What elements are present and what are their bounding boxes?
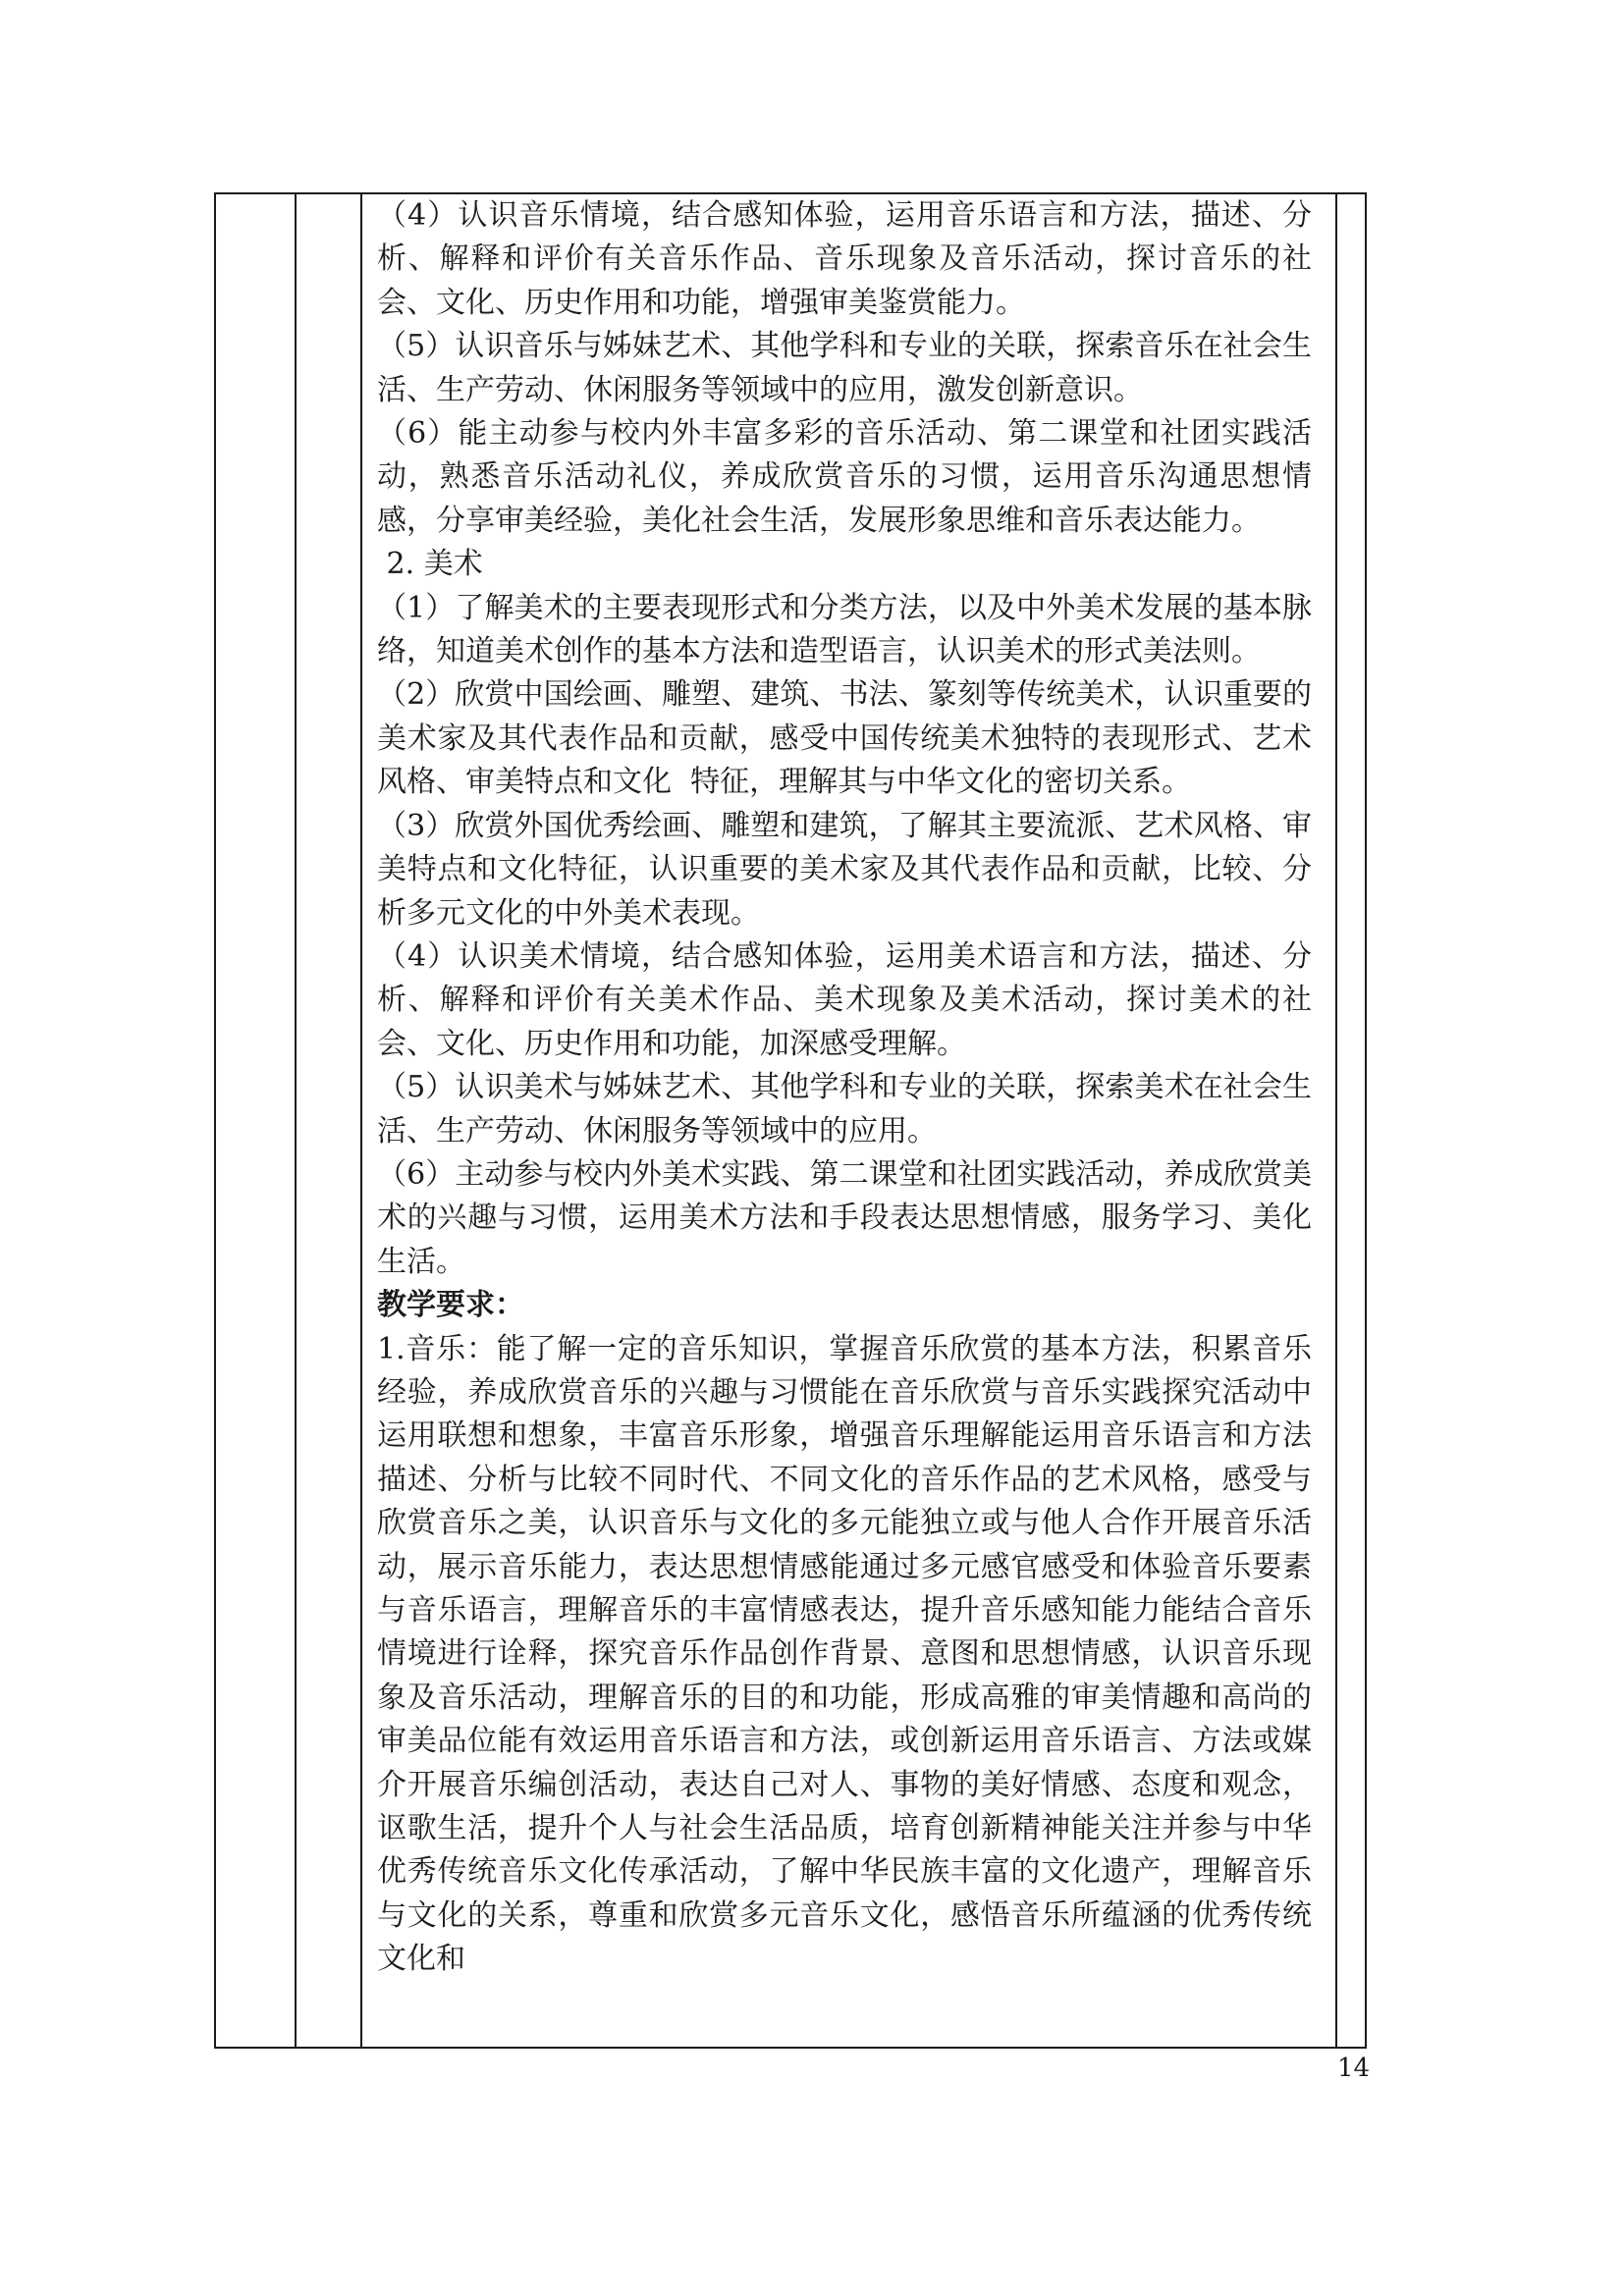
table-content-cell [377, 194, 1312, 1982]
paragraph-teaching-music: 1.音乐：能了解一定的音乐知识，掌握音乐欣赏的基本方法，积累音乐经验，养成欣赏音乐的兴趣与习惯能在音乐欣赏与音乐实践探究活动中运用联想和想象，丰富音乐形象，增强音乐理解能运用音乐语言和方法描述、分析与比较不同时代、不同文化的音乐作品的艺术风格，感受与欣赏音乐之美，认识音乐与文化的多元能独立或与他人合作开展音乐活动，展示音乐能力，表达思想情感能通过多元感官感受和体验音乐要素与音乐语言，理解音乐的丰富情感表达，提升音乐感知能力能结合音乐情境进行诠释，探究音乐作品创作背景、意图和思想情感，认识音乐现象及音乐活动，理解音乐的目的和功能，形成高雅的审美情趣和高尚的审美品位能有效运用音乐语言和方法，或创新运用音乐语言、方法或媒介开展音乐编创活动，表达自己对人、事物的美好情感、态度和观念，讴歌生活，提升个人与社会生活品质，培育创新精神能关注并参与中华优秀传统音乐文化传承活动，了解中华民族丰富的文化遗产，理解音乐与文化的关系，尊重和欣赏多元音乐文化，感悟音乐所蕴涵的优秀传统文化和 [377, 1331, 1312, 1977]
table-column-middle [297, 194, 360, 2047]
paragraph-art-4: （4）认识美术情境，结合感知体验，运用美术语言和方法，描述、分析、解释和评价有关美术作品、美术现象及美术活动，探讨美术的社会、文化、历史作用和功能，加深感受理解。 [377, 938, 1312, 1061]
table-column-left [216, 194, 295, 2047]
paragraph-art-2: （2）欣赏中国绘画、雕塑、建筑、书法、篆刻等传统美术，认识重要的美术家及其代表作品和贡献，感受中国传统美术独特的表现形式、艺术风格、审美特点和文化 特征，理解其与中华文化的密切关系。 [377, 677, 1312, 800]
section-heading-art: 2. 美术 [377, 547, 483, 582]
paragraph-music-6: （6）能主动参与校内外丰富多彩的音乐活动、第二课堂和社团实践活动，熟悉音乐活动礼仪，养成欣赏音乐的习惯，运用音乐沟通思想情感，分享审美经验，美化社会生活，发展形象思维和音乐表达能力。 [377, 416, 1312, 538]
paragraph-art-6: （6）主动参与校内外美术实践、第二课堂和社团实践活动，养成欣赏美术的兴趣与习惯，运用美术方法和手段表达思想情感，服务学习、美化生活。 [377, 1156, 1312, 1279]
paragraph-music-5: （5）认识音乐与姊妹艺术、其他学科和专业的关联，探索音乐在社会生活、生产劳动、休闲服务等领域中的应用，激发创新意识。 [377, 329, 1312, 407]
paragraph-art-1: （1）了解美术的主要表现形式和分类方法，以及中外美术发展的基本脉络，知道美术创作的基本方法和造型语言，认识美术的形式美法则。 [377, 590, 1312, 669]
content-table [214, 192, 1367, 2049]
table-column-right [1337, 194, 1367, 2047]
page-number: 14 [1337, 2054, 1371, 2083]
teaching-requirements-heading: 教学要求： [377, 1288, 524, 1323]
table-divider-1 [295, 194, 297, 2047]
paragraph-art-3: （3）欣赏外国优秀绘画、雕塑和建筑，了解其主要流派、艺术风格、审美特点和文化特征，认识重要的美术家及其代表作品和贡献，比较、分析多元文化的中外美术表现。 [377, 808, 1312, 931]
table-divider-2 [360, 194, 362, 2047]
paragraph-music-4: （4）认识音乐情境，结合感知体验，运用音乐语言和方法，描述、分析、解释和评价有关音乐作品、音乐现象及音乐活动，探讨音乐的社会、文化、历史作用和功能，增强审美鉴赏能力。 [377, 198, 1312, 320]
paragraph-art-5: （5）认识美术与姊妹艺术、其他学科和专业的关联，探索美术在社会生活、生产劳动、休闲服务等领域中的应用。 [377, 1070, 1312, 1148]
